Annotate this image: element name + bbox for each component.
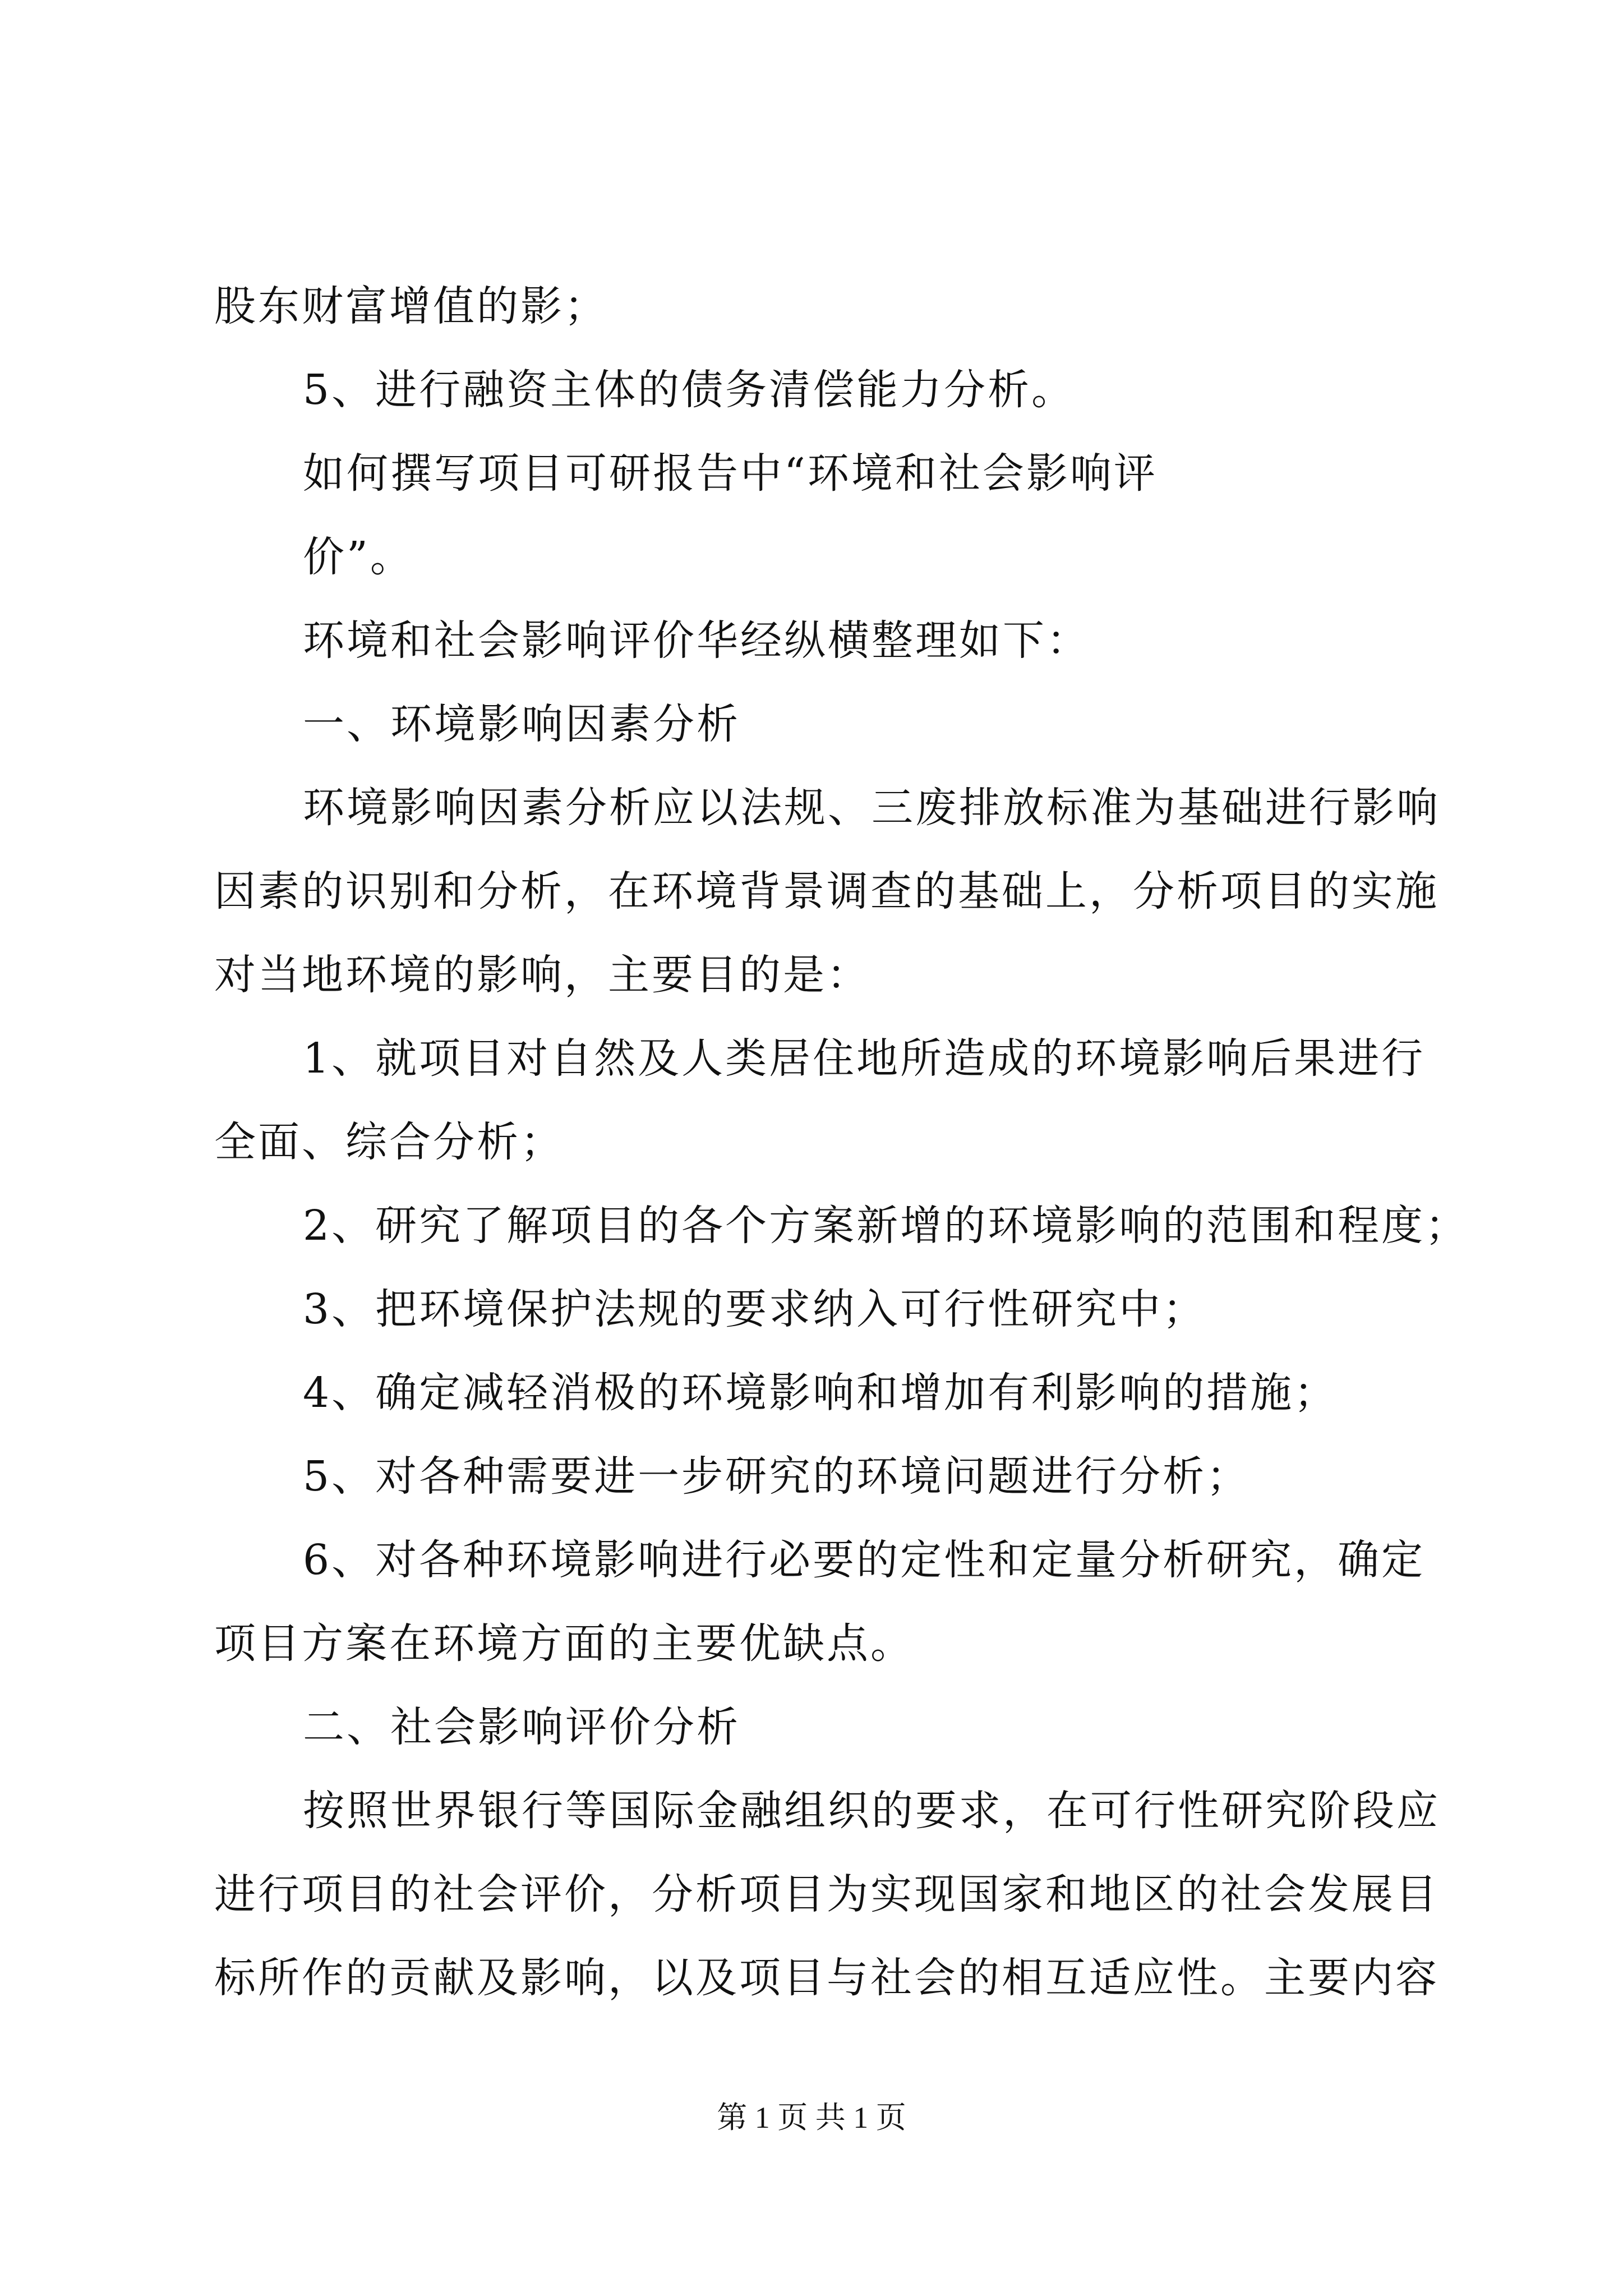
text-line: 6、对各种环境影响进行必要的定性和定量分析研究，确定 (303, 1536, 1426, 1584)
text-line: 二、社会影响评价分析 (303, 1703, 740, 1751)
page-footer: 第 1 页 共 1 页 (717, 2101, 906, 2134)
text-line: 5、进行融资主体的债务清偿能力分析。 (303, 366, 1076, 414)
text-line: 按照世界银行等国际金融组织的要求，在可行性研究阶段应 (303, 1787, 1440, 1835)
text-line: 2、研究了解项目的各个方案新增的环境影响的范围和程度； (303, 1202, 1469, 1250)
text-line: 全面、综合分析； (214, 1118, 564, 1166)
text-line: 价”。 (303, 533, 414, 581)
text-line: 对当地环境的影响，主要目的是： (214, 951, 870, 999)
text-line: 3、把环境保护法规的要求纳入可行性研究中； (303, 1285, 1207, 1333)
text-line: 4、确定减轻消极的环境影响和增加有利影响的措施； (303, 1369, 1338, 1417)
text-line: 标所作的贡献及影响，以及项目与社会的相互适应性。主要内容 (214, 1954, 1439, 2002)
text-line: 1、就项目对自然及人类居住地所造成的环境影响后果进行 (303, 1034, 1426, 1083)
text-line: 如何撰写项目可研报告中“环境和社会影响评 (303, 449, 1158, 498)
text-line: 项目方案在环境方面的主要优缺点。 (214, 1619, 914, 1668)
text-line: 股东财富增值的影； (214, 282, 608, 330)
text-line: 因素的识别和分析，在环境背景调查的基础上，分析项目的实施 (214, 867, 1439, 915)
text-line: 一、环境影响因素分析 (303, 700, 740, 748)
text-line: 环境影响因素分析应以法规、三废排放标准为基础进行影响 (303, 784, 1440, 832)
text-line: 进行项目的社会评价，分析项目为实现国家和地区的社会发展目 (214, 1870, 1439, 1918)
document-body (214, 265, 1469, 2020)
text-line: 环境和社会影响评价华经纵横整理如下： (303, 616, 1090, 665)
text-line: 5、对各种需要进一步研究的环境问题进行分析； (303, 1452, 1251, 1501)
